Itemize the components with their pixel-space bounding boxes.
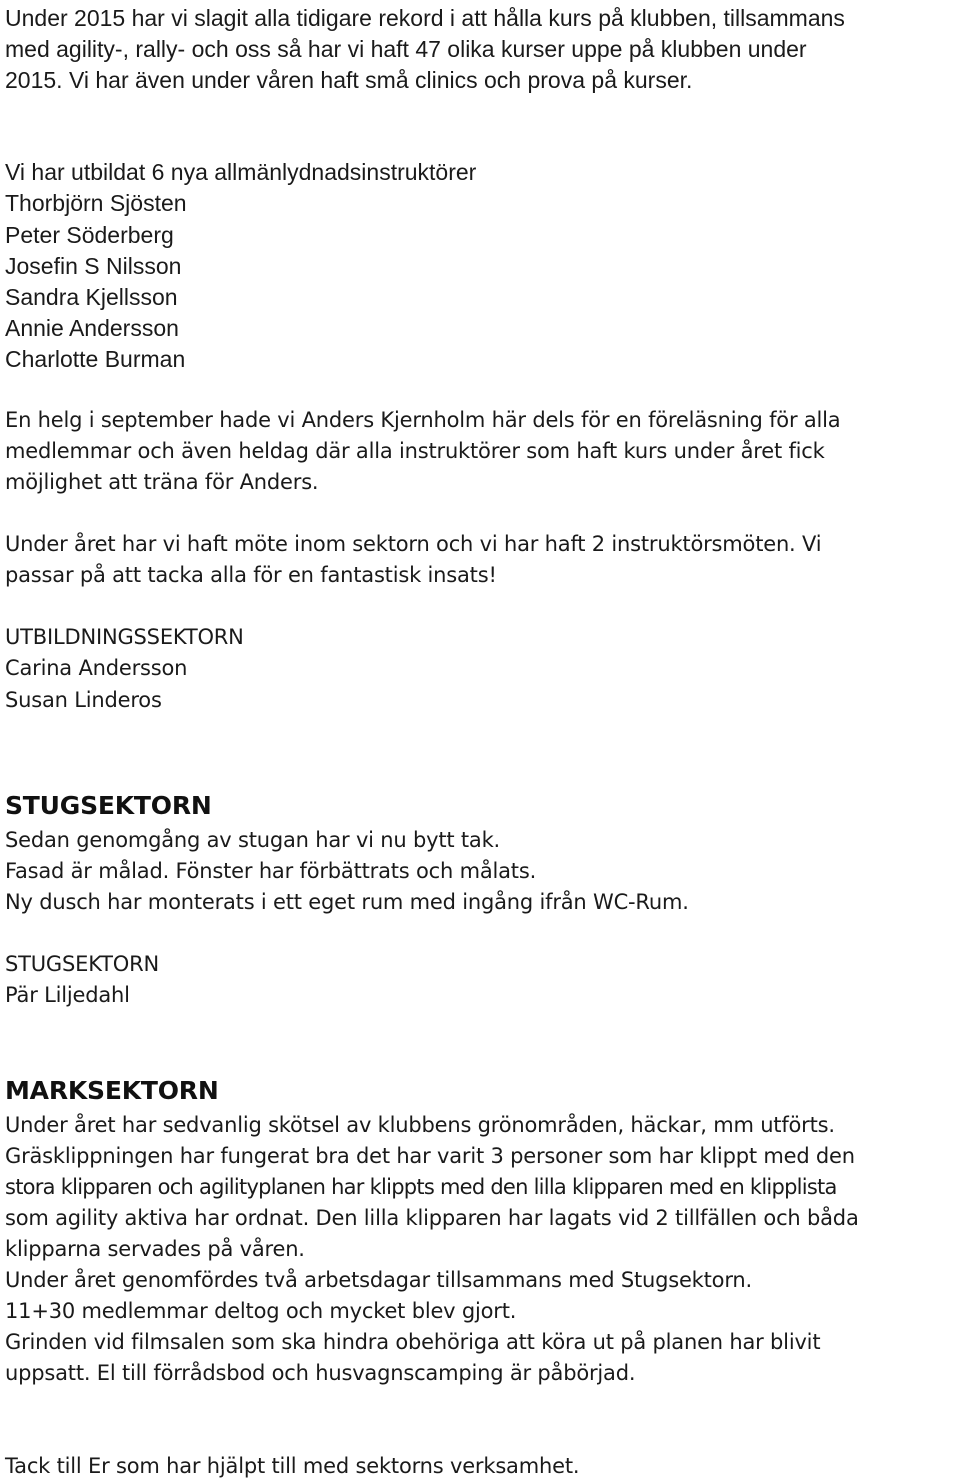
paragraph-line: Under året har sedvanlig skötsel av klubbens grönområden, häckar, mm utförts.: [5, 1113, 835, 1137]
intro-line: Under 2015 har vi slagit alla tidigare rekord i att hålla kurs på klubben, tillsammans: [5, 5, 845, 31]
paragraph-line: Gräsklippningen har fungerat bra det har varit 3 personer som har klippt med den: [5, 1144, 855, 1168]
section-heading: MARKSEKTORN: [5, 1076, 219, 1105]
section-heading: STUGSEKTORN: [5, 791, 212, 820]
paragraph-line: En helg i september hade vi Anders Kjernholm här dels för en föreläsning för alla: [5, 408, 841, 432]
paragraph-line: medlemmar och även heldag där alla instruktörer som haft kurs under året fick: [5, 439, 825, 463]
paragraph-line: passar på att tacka alla för en fantastisk insats!: [5, 563, 497, 587]
instructor-name: Peter Söderberg: [5, 222, 174, 248]
signoff-name: Carina Andersson: [5, 656, 188, 680]
signoff-title: UTBILDNINGSSEKTORN: [5, 625, 244, 649]
paragraph-line: Ny dusch har monterats i ett eget rum med ingång ifrån WC-Rum.: [5, 890, 689, 914]
instructor-name: Sandra Kjellsson: [5, 284, 178, 310]
signoff-name: Susan Linderos: [5, 688, 162, 712]
closing-line: Tack till Er som har hjälpt till med sektorns verksamhet.: [5, 1454, 580, 1478]
instructor-name: Thorbjörn Sjösten: [5, 190, 187, 216]
paragraph-line: Under året har vi haft möte inom sektorn och vi har haft 2 instruktörsmöten. Vi: [5, 532, 822, 556]
paragraph-line: som agility aktiva har ordnat. Den lilla klipparen har lagats vid 2 tillfällen och båda: [5, 1206, 859, 1230]
intro-line: 2015. Vi har även under våren haft små clinics och prova på kurser.: [5, 67, 693, 93]
signoff-title: STUGSEKTORN: [5, 952, 159, 976]
instructors-heading: Vi har utbildat 6 nya allmänlydnadsinstruktörer: [5, 159, 477, 185]
instructor-name: Josefin S Nilsson: [5, 253, 182, 279]
paragraph-line: 11+30 medlemmar deltog och mycket blev gjort.: [5, 1299, 517, 1323]
paragraph-line: möjlighet att träna för Anders.: [5, 470, 319, 494]
paragraph-line: Grinden vid filmsalen som ska hindra obehöriga att köra ut på planen har blivit: [5, 1330, 821, 1354]
intro-line: med agility-, rally- och oss så har vi haft 47 olika kurser uppe på klubben under: [5, 36, 807, 62]
instructor-name: Charlotte Burman: [5, 346, 186, 372]
paragraph-line: Fasad är målad. Fönster har förbättrats och målats.: [5, 859, 537, 883]
paragraph-line: Under året genomfördes två arbetsdagar tillsammans med Stugsektorn.: [5, 1268, 752, 1292]
paragraph-line: stora klipparen och agilityplanen har klippts med den lilla klipparen med en klipplista: [5, 1175, 837, 1199]
paragraph-line: Sedan genomgång av stugan har vi nu bytt tak.: [5, 828, 501, 852]
instructor-name: Annie Andersson: [5, 315, 179, 341]
paragraph-line: uppsatt. El till förrådsbod och husvagnscamping är påbörjad.: [5, 1361, 636, 1385]
paragraph-line: klipparna servades på våren.: [5, 1237, 305, 1261]
signoff-name: Pär Liljedahl: [5, 983, 130, 1007]
